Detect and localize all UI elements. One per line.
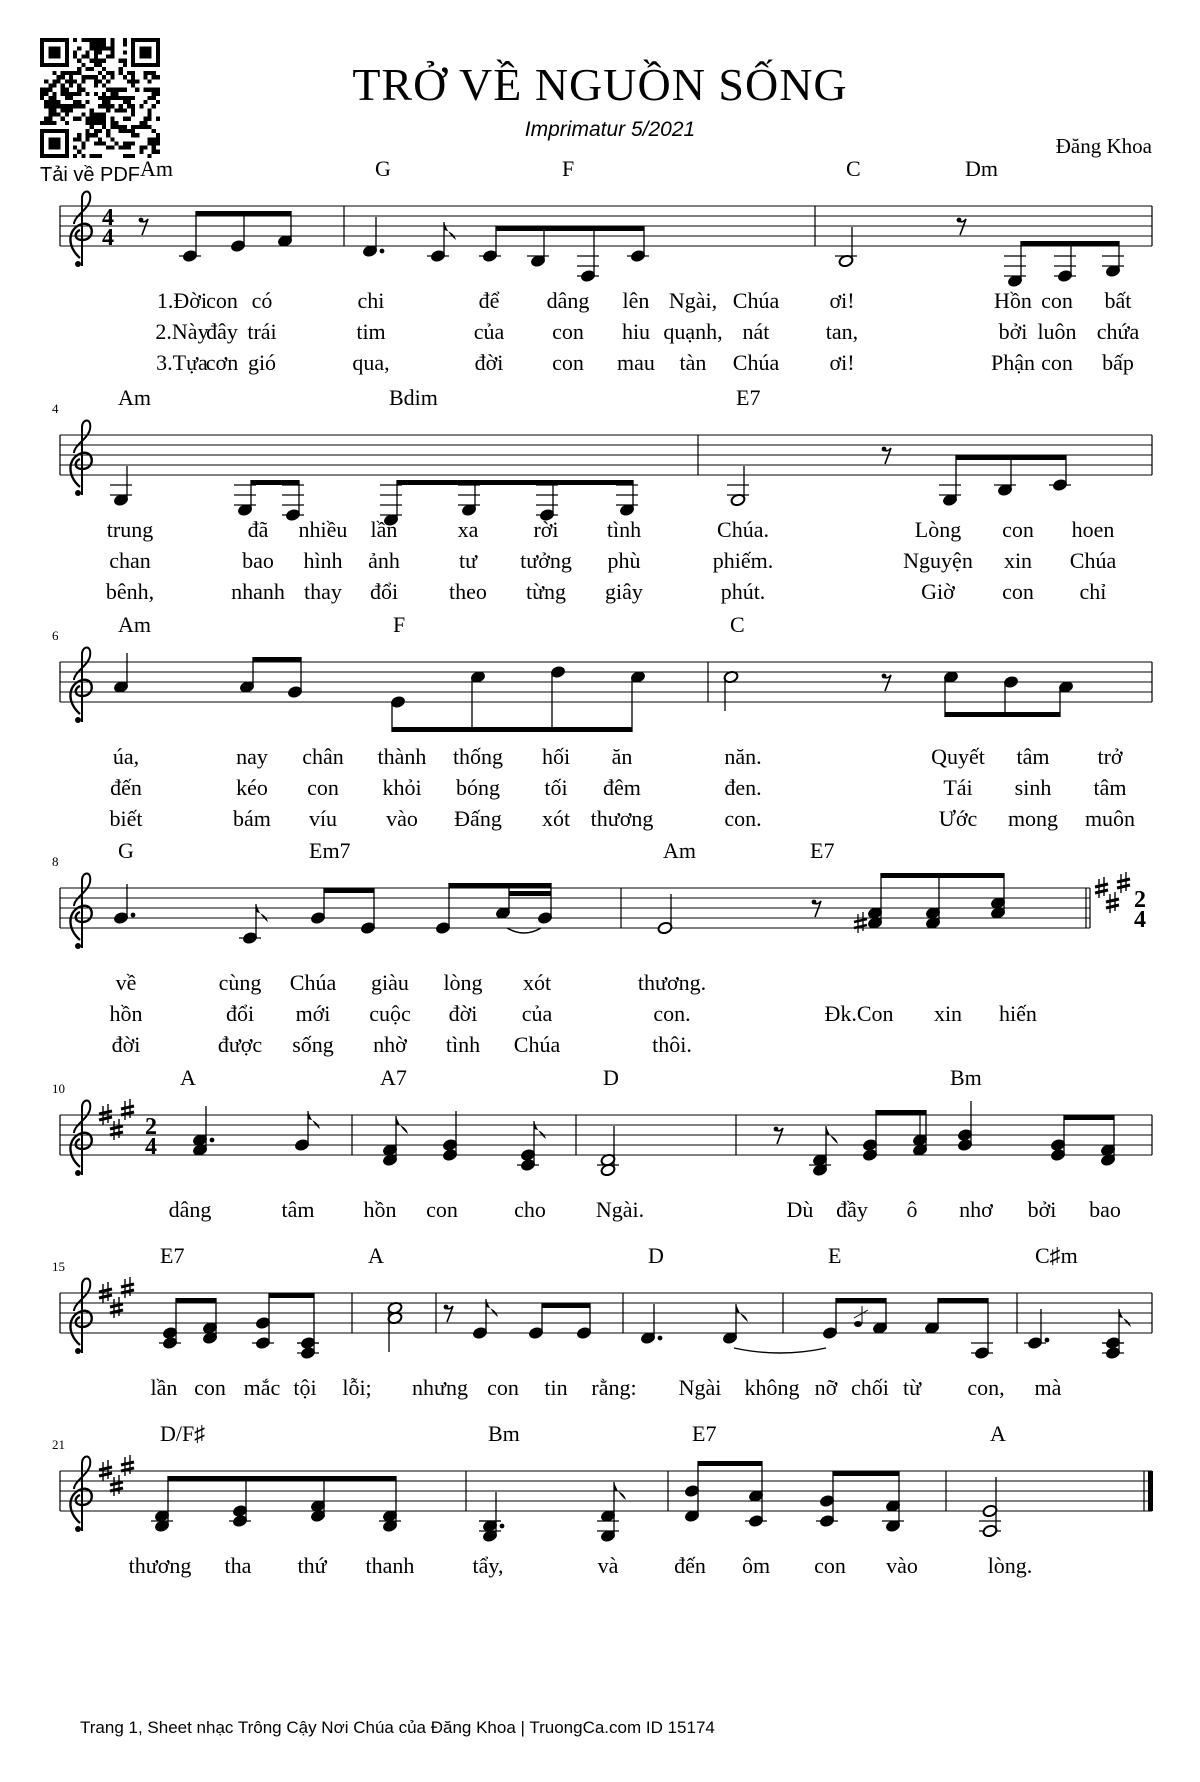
note-beam [938,1298,988,1303]
lyric-word: luôn [1037,319,1077,344]
lyric-word: con [1041,288,1073,313]
measure-number: 4 [52,401,59,416]
lyric-word: Ngài. [595,1197,645,1222]
dot [658,1336,663,1341]
chord-symbol: E7 [736,385,761,410]
lyric-word: tâm [1093,775,1127,800]
lyric-word: con [206,288,238,313]
lyric-word: tình [445,1032,481,1057]
lyric-word: phù [607,548,641,573]
lyric-word: theo [449,579,487,604]
chord-symbol: A [990,1421,1006,1446]
lyric-word: và [597,1553,619,1578]
lyric-word: mới [295,1001,331,1026]
lyric-word: nhưng [412,1375,468,1400]
lyric-word: bất [1104,288,1132,313]
lyric-word: Tái [943,775,973,800]
lyric-word: đời [448,1001,478,1026]
lyric-word: chối [851,1375,889,1400]
lyric-word: hình [303,548,343,573]
key-sharp-icon [110,1297,123,1318]
lyric-word: tin [544,1375,568,1400]
lyric-word: 1.Đời [156,288,208,313]
lyric-word: bởi [1027,1197,1057,1222]
note-beam-16th [509,891,551,896]
lyric-word: tan, [825,319,859,344]
lyric-word: chan [109,548,151,573]
lyric-word: đến [674,1553,706,1578]
eighth-rest-dot [957,218,962,223]
lyric-word: lỗi; [342,1375,372,1400]
lyric-word: trở [1097,744,1123,769]
lyric-word: lần [150,1375,178,1400]
lyric-word: ăn [611,744,633,769]
lyric-word: từng [525,579,567,604]
note-flag [1119,1309,1131,1327]
lyric-word: con [552,319,584,344]
chord-symbol: Am [140,156,173,181]
lyric-word: xót [522,970,552,995]
key-sharp-icon [121,1099,134,1120]
note-beam [251,480,299,485]
lyric-word: trung [106,517,154,542]
chord-symbol: E7 [692,1421,717,1446]
time-signature-change-top: 2 [1134,887,1146,913]
note-beam [196,211,291,216]
note-flag [534,1121,546,1139]
lyric-word: con [552,350,584,375]
lyric-word: Chúa [1069,548,1117,573]
lyric-word: con [814,1553,846,1578]
song-title: TRỞ VỀ NGUỒN SỐNG [352,59,848,110]
lyric-word: đen. [724,775,762,800]
lyric-word: ơi! [829,288,855,313]
eighth-rest-dot [139,218,144,223]
lyric-word: víu [308,806,338,831]
lyric-word: cơn [205,350,239,375]
note-beam [1021,241,1119,246]
key-sharp-icon [110,1475,123,1496]
page-footer: Trang 1, Sheet nhạc Trông Cậy Nơi Chúa của Đăng Khoa | TruongCa.com ID 15174 [80,1718,715,1737]
lyric-word: nhơ [959,1197,993,1222]
accidental-sharp-icon [854,919,867,922]
grace-note-slash [854,1310,868,1318]
lyric-word: Chúa [732,288,780,313]
note-beam [945,712,1060,717]
chord-symbol: Am [663,838,696,863]
lyric-word: tội [293,1375,317,1400]
lyric-word: cùng [218,970,262,995]
download-pdf-link[interactable]: Tải về PDF [40,164,141,186]
dot [380,249,385,254]
lyric-word: khỏi [382,775,422,800]
measure-number: 8 [52,854,59,869]
lyric-word: Hồn [994,288,1032,313]
measure-number: 15 [52,1259,65,1274]
chord-symbol: D/F♯ [160,1421,206,1446]
chord-symbol: E7 [810,838,835,863]
lyric-word: hiến [999,1001,1037,1026]
lyric-word: Đấng [454,806,502,831]
lyric-word: con [307,775,339,800]
lyric-word: qua, [352,350,390,375]
lyric-word: muôn [1084,806,1136,831]
note-beam [449,883,551,888]
lyric-word: bởi [998,319,1028,344]
lyric-word: bấp [1102,350,1134,375]
lyric-word: được [217,1032,263,1057]
lyric-word: chứa [1096,319,1140,344]
lyric-word: con. [653,1001,691,1026]
chord-symbol: Bm [488,1421,520,1446]
lyric-word: thương [128,1553,192,1578]
lyric-word: Chúa [732,350,780,375]
lyric-word: sống [292,1032,334,1057]
lyric-word: con [426,1197,458,1222]
lyric-word: Dù [786,1197,814,1222]
lyric-word: con [487,1375,519,1400]
lyric-word: tư [458,548,478,573]
chord-symbol: Bdim [389,385,438,410]
dot [1045,1338,1050,1343]
lyric-word: biết [109,806,143,831]
note-beam [881,873,1004,878]
key-sharp-icon [121,1455,134,1476]
lyric-word: 3.Tựa [156,350,208,375]
lyric-word: kéo [236,775,268,800]
lyric-word: đổi [225,1001,255,1026]
lyric-word: hối [541,744,571,769]
lyric-word: con [194,1375,226,1400]
lyric-word: lòng [443,970,483,995]
lyric-word: xa [457,517,479,542]
lyric-word: bóng [456,775,500,800]
chord-symbol: G [375,156,391,181]
lyric-word: cho [514,1197,546,1222]
chord-symbol: A7 [380,1065,407,1090]
chord-symbol: Am [118,385,151,410]
eighth-rest-dot [444,1305,449,1310]
lyric-word: có [251,288,273,313]
lyric-word: hoen [1071,517,1115,542]
note-beam [956,455,1066,460]
treble-clef-dot [75,1526,81,1532]
eighth-rest-dot [774,1127,779,1132]
chord-symbol: Bm [950,1065,982,1090]
lyric-word: dâng [168,1197,212,1222]
grace-note [854,1321,862,1327]
note-beam [392,727,632,732]
lyric-word: của [473,319,505,344]
lyric-word: Ước [938,806,978,831]
lyric-word: thành [377,744,427,769]
lyric-word: con, [967,1375,1005,1400]
chord-symbol: C♯m [1035,1243,1078,1268]
treble-clef-dot [75,717,81,723]
chord-symbol: Am [118,612,151,637]
time-signature-top: 4 [102,205,114,231]
lyric-word: Đk.Con [824,1001,894,1026]
lyric-word: bám [233,806,271,831]
lyric-word: nhanh [231,579,285,604]
note-flag [256,904,268,922]
lyric-word: úa, [112,744,140,769]
lyric-word: tha [224,1553,252,1578]
key-sharp-icon [110,1119,123,1140]
lyric-word: năn. [724,744,762,769]
lyric-word: ôm [741,1553,771,1578]
lyric-word: trái [247,319,277,344]
lyric-word: tim [356,319,386,344]
lyric-word: nhiều [298,517,348,542]
lyric-word: thứ [297,1553,327,1578]
lyric-word: đầy [836,1197,868,1222]
lyric-word: lên [622,288,650,313]
lyric-word: thương. [637,970,707,995]
chord-symbol: A [368,1243,384,1268]
lyric-word: rằng: [591,1375,637,1400]
note-beam [168,1476,396,1481]
lyric-word: đổi [369,579,399,604]
lyric-word: tối [544,775,568,800]
lyric-word: mà [1034,1375,1062,1400]
imprimatur-subtitle: Imprimatur 5/2021 [524,118,696,141]
lyric-word: lần [370,517,398,542]
lyric-word: xin [1003,548,1033,573]
chord-symbol: E [828,1243,842,1268]
lyric-word: tâm [1016,744,1050,769]
note-flag [308,1111,320,1129]
time-signature-change-bottom: 4 [1134,907,1146,933]
lyric-word: bao [1089,1197,1121,1222]
treble-clef-dot [75,943,81,949]
composer-name: Đăng Khoa [1055,134,1152,158]
lyric-word: tưởng [520,548,572,573]
lyric-word: chi [357,288,385,313]
lyric-word: sinh [1014,775,1052,800]
treble-clef-dot [75,261,81,267]
lyric-word: thương [590,806,654,831]
lyric-word: ơi! [829,350,855,375]
lyric-word: Phận [991,350,1035,375]
lyric-word: đã [247,517,269,542]
staff-system-3 [60,648,1152,724]
dot [500,1524,505,1529]
lyric-word: thống [452,744,504,769]
chord-symbol: C [846,156,861,181]
key-sharp-icon [1117,872,1130,893]
time-signature-top: 2 [145,1114,157,1140]
chord-symbol: Em7 [309,838,351,863]
lyric-word: 2.Này [155,319,209,344]
lyric-word: Chúa [289,970,337,995]
lyric-word: phút. [720,579,766,604]
lyric-word: dâng [546,288,590,313]
tie-slur [507,928,541,933]
lyric-word: thôi. [652,1032,692,1057]
chord-symbol: D [648,1243,664,1268]
chord-symbol: F [393,612,406,637]
note-beam [496,226,644,231]
lyric-word: giàu [371,970,409,995]
lyric-word: tình [606,517,642,542]
dot [210,1138,215,1143]
measure-number: 10 [52,1081,65,1096]
lyric-word: ảnh [368,548,400,573]
note-beam [542,1303,590,1308]
lyric-word: vào [886,1553,918,1578]
note-flag [444,222,456,240]
lyric-word: tẩy, [472,1553,504,1578]
lyric-word: gió [247,350,277,375]
lyric-word: tâm [281,1197,315,1222]
lyric-word: lòng. [987,1553,1033,1578]
lyric-word: Nguyện [903,548,973,573]
chord-symbol: Dm [965,156,998,181]
final-barline [1148,1471,1153,1511]
lyric-word: Giờ [921,579,955,604]
lyric-word: đời [111,1032,141,1057]
note-beam [253,657,301,662]
lyric-word: không [744,1375,800,1400]
lyric-word: nát [742,319,770,344]
note-flag [486,1299,498,1317]
lyric-word: cuộc [369,1001,411,1026]
note-beam [698,1461,762,1466]
lyric-word: con. [724,806,762,831]
note-beam [876,1110,926,1115]
chord-symbol: C [730,612,745,637]
lyric-word: xin [933,1001,963,1026]
lyric-word: nỡ [814,1375,838,1400]
note-beam [836,1298,886,1303]
note-beam [1064,1115,1114,1120]
lyric-word: giây [605,579,643,604]
lyric-word: của [521,1001,553,1026]
lyric-word: con [1041,350,1073,375]
lyric-word: để [478,288,500,313]
lyric-word: nhờ [373,1032,407,1057]
lyric-word: đời [474,350,504,375]
chord-symbol: F [562,156,575,181]
eighth-rest-dot [882,674,887,679]
note-beam [833,1471,899,1476]
note-beam [176,1298,216,1303]
note-beam [269,1293,314,1298]
lyric-word: nay [236,744,268,769]
time-signature-bottom: 4 [102,225,114,251]
lyric-word: đến [110,775,142,800]
tie-slur [734,1348,826,1353]
lyric-word: quạnh, [663,319,723,344]
measure-number: 21 [52,1437,65,1452]
lyric-word: mong [1007,806,1059,831]
eighth-rest-dot [812,900,817,905]
lyric-word: chân [302,744,344,769]
chord-symbol: G [118,838,134,863]
lyric-word: về [115,970,137,995]
lyric-word: mau [617,350,655,375]
measure-number: 6 [52,628,59,643]
key-sharp-icon [121,1277,134,1298]
lyric-word: phiếm. [712,548,774,573]
lyric-word: Chúa [513,1032,561,1057]
lyric-word: hồn [109,1001,143,1026]
lyric-word: thanh [365,1553,415,1578]
treble-clef-dot [75,1348,81,1354]
note-beam [397,480,633,485]
lyric-word: con [1002,517,1034,542]
lyric-word: xót [541,806,571,831]
treble-clef-dot [75,490,81,496]
chord-symbol: E7 [160,1243,185,1268]
lyric-word: đây [206,319,238,344]
lyric-word: Ngài [678,1375,722,1400]
lyric-word: rời [533,517,559,542]
dot [131,913,136,918]
note-beam [324,888,374,893]
lyric-word: chỉ [1079,579,1107,604]
lyric-word: mắc [243,1375,281,1400]
lyric-word: thay [304,579,342,604]
treble-clef-dot [75,1170,81,1176]
lyric-word: bênh, [105,579,155,604]
lyric-word: hồn [363,1197,397,1222]
key-sharp-icon [1095,877,1108,898]
lyric-word: vào [386,806,418,831]
lyric-word: từ [902,1375,922,1400]
lyric-word: đêm [603,775,641,800]
lyric-word: tàn [679,350,707,375]
lyric-word: hiu [621,319,651,344]
key-sharp-icon [1106,892,1119,913]
lyric-word: con [1002,579,1034,604]
lyric-word: Ngài, [668,288,718,313]
chord-symbol: D [603,1065,619,1090]
chord-symbol: A [180,1065,196,1090]
lyric-word: Chúa. [717,517,769,542]
time-signature-bottom: 4 [145,1134,157,1160]
lyric-word: Lòng [914,517,962,542]
eighth-rest-dot [882,447,887,452]
lyric-word: Quyết [931,744,985,769]
lyric-word: ô [906,1197,918,1222]
lyric-word: bao [242,548,274,573]
